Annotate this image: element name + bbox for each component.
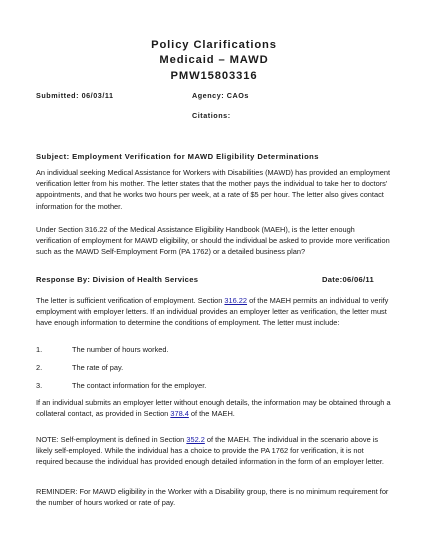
answer-paragraph-2 [36, 397, 392, 419]
answer-paragraph-1 [36, 295, 392, 329]
list-item-number: 1. [36, 345, 43, 354]
section-link-352-2[interactable]: 352.2 [186, 435, 205, 444]
subject-line: Subject: Employment Verification for MAWD Eligibility Determinations [36, 152, 319, 161]
note-text: NOTE: Self-employment is defined in Section [36, 435, 187, 444]
doc-program: Medicaid – MAWD [159, 54, 269, 66]
citations: Citations: [192, 111, 231, 120]
list-item-text: The rate of pay. [72, 363, 124, 372]
agency: Agency: CAOs [192, 91, 249, 100]
answer-text: If an individual submits an employer letter without enough details, the information may be obtained through a collateral contact, as provided in Section [36, 398, 391, 419]
doc-id: PMW15803316 [170, 70, 258, 82]
answer-text: The letter is sufficient verification of employment. Section [36, 296, 225, 305]
list-item-text: The number of hours worked. [72, 345, 169, 354]
question-paragraph-2: Under Section 316.22 of the Medical Assistance Eligibility Handbook (MAEH), is the letter enough verification of employment for MAWD eligibility, or should the individual be asked to provide more verification such as the MAWD Self-Employment Form (PA 1762) or a detailed business plan? [36, 225, 390, 257]
section-link-378-4[interactable]: 378.4 [170, 409, 189, 419]
list-item-number: 3. [36, 381, 43, 390]
note-text: of the MAEH. The individual in the scenario above is likely self-employed. While the individual has a choice to provide the PA 1762 for verification, it is not required because the individual has provided enough detailed information in the form of an employer letter. [36, 435, 384, 467]
question-paragraph-1: An individual seeking Medical Assistance for Workers with Disabilities (MAWD) has provided an employment verification letter from his mother. The letter states that the mother pays the individual to take her to doctors' appointments, and that he works two hours per week, at a rate of $5 per hour. The letter also gives contact information for the mother. [36, 168, 391, 211]
section-link-316-22[interactable]: 316.22 [224, 296, 248, 305]
list-item-text: The contact information for the employer. [72, 381, 207, 390]
response-by: Response By: Division of Health Services [36, 275, 199, 284]
list-item-number: 2. [36, 363, 43, 372]
note-paragraph [36, 434, 392, 468]
reminder-paragraph: REMINDER: For MAWD eligibility in the Worker with a Disability group, there is no minimum requirement for the number of hours worked or rate of pay. [36, 487, 389, 508]
answer-text: of the MAEH. [188, 409, 235, 419]
doc-title: Policy Clarifications [151, 39, 277, 51]
response-date: Date:06/06/11 [322, 275, 375, 284]
answer-text: of the MAEH permits an individual to verify employment with employer letters. If an individual provides an employer letter as verification, the letter must have enough information to determine the conditions of employment. The letter must include: [36, 296, 389, 328]
submitted-date: Submitted: 06/03/11 [36, 91, 114, 100]
